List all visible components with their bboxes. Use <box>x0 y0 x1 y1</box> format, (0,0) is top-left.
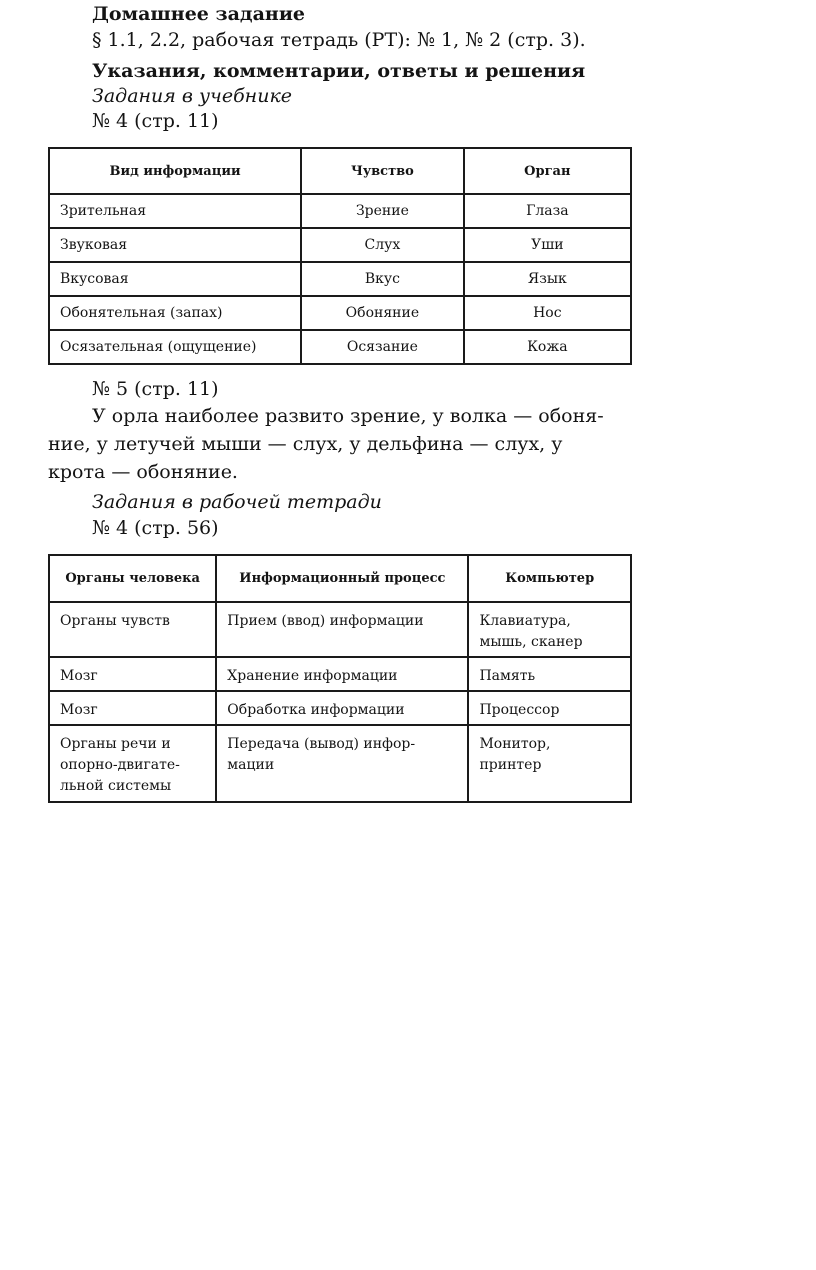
table-cell: Осязание <box>301 330 464 364</box>
table-cell: Органы чувств <box>49 602 216 657</box>
table-cell: Органы речи и опорно-двигате- льной системы <box>49 725 216 802</box>
table-cell: Зрение <box>301 194 464 228</box>
table-cell: Монитор, принтер <box>468 725 631 802</box>
workbook-task4-label: № 4 (стр. 56) <box>92 517 219 539</box>
table-cell: Хранение информации <box>216 657 468 691</box>
column-header: Вид информации <box>49 148 301 194</box>
table-cell: Процессор <box>468 691 631 725</box>
column-header: Компьютер <box>468 555 631 602</box>
table-cell: Звуковая <box>49 228 301 262</box>
table-row <box>49 228 631 262</box>
table-cell: Вкусовая <box>49 262 301 296</box>
table-row <box>49 725 631 802</box>
table-header-row <box>49 555 631 602</box>
table-cell: Нос <box>464 296 631 330</box>
table-cell: Кожа <box>464 330 631 364</box>
table-cell: Вкус <box>301 262 464 296</box>
table-row <box>49 194 631 228</box>
textbook-heading: Задания в учебнике <box>92 85 293 107</box>
table-row <box>49 296 631 330</box>
column-header: Органы человека <box>49 555 216 602</box>
table-cell: Мозг <box>49 691 216 725</box>
table-row <box>49 602 631 657</box>
table-cell: Клавиатура, мышь, сканер <box>468 602 631 657</box>
table-row <box>49 657 631 691</box>
column-header: Орган <box>464 148 631 194</box>
table-cell: Осязательная (ощущение) <box>49 330 301 364</box>
table-cell: Зрительная <box>49 194 301 228</box>
task5-text-line: ние, у летучей мыши — слух, у дельфина — слух, у <box>48 433 563 455</box>
table-row <box>49 330 631 364</box>
task5-text-line: крота — обоняние. <box>48 461 238 483</box>
homework-text: § 1.1, 2.2, рабочая тетрадь (РТ): № 1, № 2 (стр. 3). <box>92 29 586 51</box>
table-cell: Обоняние <box>301 296 464 330</box>
senses-table <box>48 147 632 365</box>
table-cell: Глаза <box>464 194 631 228</box>
table-cell: Слух <box>301 228 464 262</box>
table-cell: Обработка информации <box>216 691 468 725</box>
table-cell: Память <box>468 657 631 691</box>
workbook-heading: Задания в рабочей тетради <box>92 491 382 513</box>
guidance-title: Указания, комментарии, ответы и решения <box>92 60 586 82</box>
table-cell: Прием (ввод) информации <box>216 602 468 657</box>
table-cell: Язык <box>464 262 631 296</box>
table-cell: Обонятельная (запах) <box>49 296 301 330</box>
table-header-row <box>49 148 631 194</box>
textbook-task4-label: № 4 (стр. 11) <box>92 110 219 132</box>
task5-text-line: У орла наиболее развито зрение, у волка — обоня- <box>92 405 604 427</box>
table-cell: Уши <box>464 228 631 262</box>
processes-table <box>48 554 632 803</box>
column-header: Чувство <box>301 148 464 194</box>
textbook-task5-label: № 5 (стр. 11) <box>92 378 219 400</box>
table-cell: Передача (вывод) инфор- мации <box>216 725 468 802</box>
column-header: Информационный процесс <box>216 555 468 602</box>
table-row <box>49 691 631 725</box>
homework-title: Домашнее задание <box>92 3 305 25</box>
table-row <box>49 262 631 296</box>
table-cell: Мозг <box>49 657 216 691</box>
